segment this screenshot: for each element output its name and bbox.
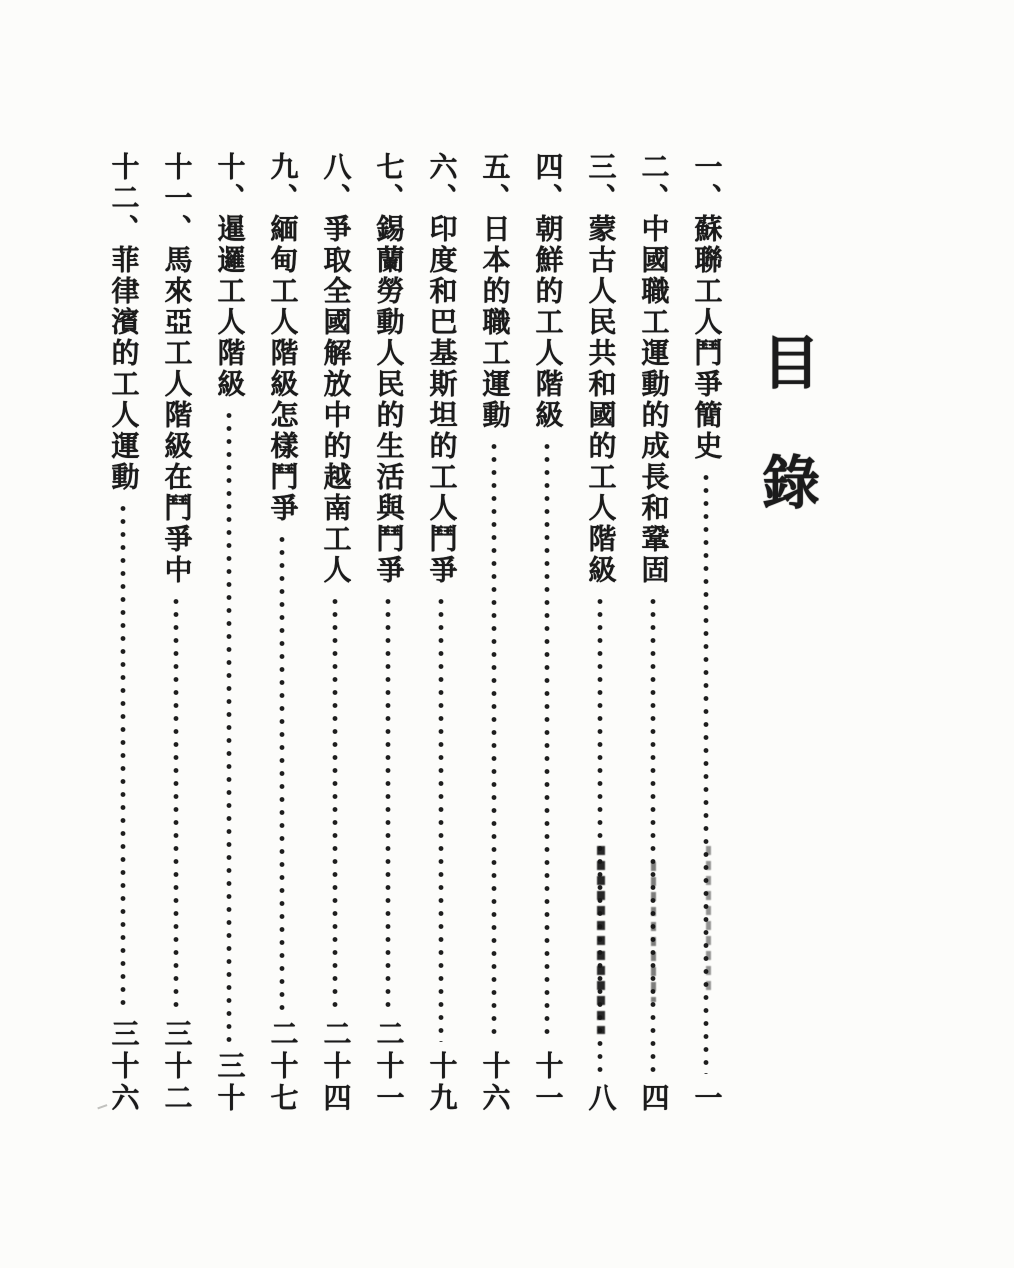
toc-entry: [520, 152, 573, 1115]
toc-entry-page-number: 十一: [531, 1051, 563, 1115]
table-of-contents: [93, 152, 838, 1115]
toc-entry: [467, 152, 520, 1115]
toc-entry-page-number: 三十: [213, 1051, 245, 1115]
toc-entry-label: 八、爭取全國解放中的越南工人: [319, 152, 351, 586]
toc-entry-page-number: 三十二: [160, 1019, 192, 1115]
toc-entry-label: 九、緬甸工人階級怎樣鬥爭: [266, 152, 298, 524]
toc-entry-page-number: 二十七: [266, 1019, 298, 1115]
toc-entry: [96, 152, 149, 1115]
dot-leader: [544, 440, 550, 1042]
ink-smudge: [651, 862, 656, 1002]
toc-entry-label: 十、暹邏工人階級: [213, 152, 245, 400]
toc-entry-page-number: 十六: [478, 1051, 510, 1115]
dot-leader: [332, 595, 338, 1010]
dot-leader: [279, 533, 285, 1010]
toc-entry-page-number: 四: [637, 1083, 669, 1115]
toc-entry-label: 十一、馬來亞工人階級在鬥爭中: [160, 152, 192, 586]
toc-entry-label: 四、朝鮮的工人階級: [531, 152, 563, 431]
toc-entry-page-number: 十九: [425, 1051, 457, 1115]
toc-entry-page-number: 一: [690, 1083, 722, 1115]
toc-entry-label: 六、印度和巴基斯坦的工人鬥爭: [425, 152, 457, 586]
toc-entry-label: 五、日本的職工運動: [478, 152, 510, 431]
toc-entry-page-number: 三十六: [107, 1019, 139, 1115]
toc-entry: [202, 152, 255, 1115]
dot-leader: [491, 440, 497, 1042]
toc-entry-page-number: 二十一: [372, 1019, 404, 1115]
toc-entry-label: 一、蘇聯工人鬥爭簡史: [690, 152, 722, 462]
toc-entry: [255, 152, 308, 1115]
dot-leader: [226, 409, 232, 1042]
dot-leader: [120, 502, 126, 1010]
toc-entry-page-number: 二十四: [319, 1019, 351, 1115]
toc-entry-label: 七、錫蘭勞動人民的生活與鬥爭: [372, 152, 404, 586]
dot-leader: [650, 595, 656, 1074]
toc-entry-label: 三、蒙古人民共和國的工人階級: [584, 152, 616, 586]
toc-entry: [149, 152, 202, 1115]
page-title-column: [732, 152, 838, 1115]
toc-entry-page-number: 八: [584, 1083, 616, 1115]
ink-smudge: [597, 846, 605, 1034]
toc-entry-label: 十二、菲律濱的工人運動: [107, 152, 139, 493]
page-title: 目錄: [753, 332, 818, 572]
dot-leader: [438, 595, 444, 1042]
toc-entry: [308, 152, 361, 1115]
ink-smudge: [706, 846, 711, 996]
toc-entry: [414, 152, 467, 1115]
dot-leader: [385, 595, 391, 1010]
toc-entry-label: 二、中國職工運動的成長和鞏固: [637, 152, 669, 586]
toc-entry: [361, 152, 414, 1115]
dot-leader: [173, 595, 179, 1010]
